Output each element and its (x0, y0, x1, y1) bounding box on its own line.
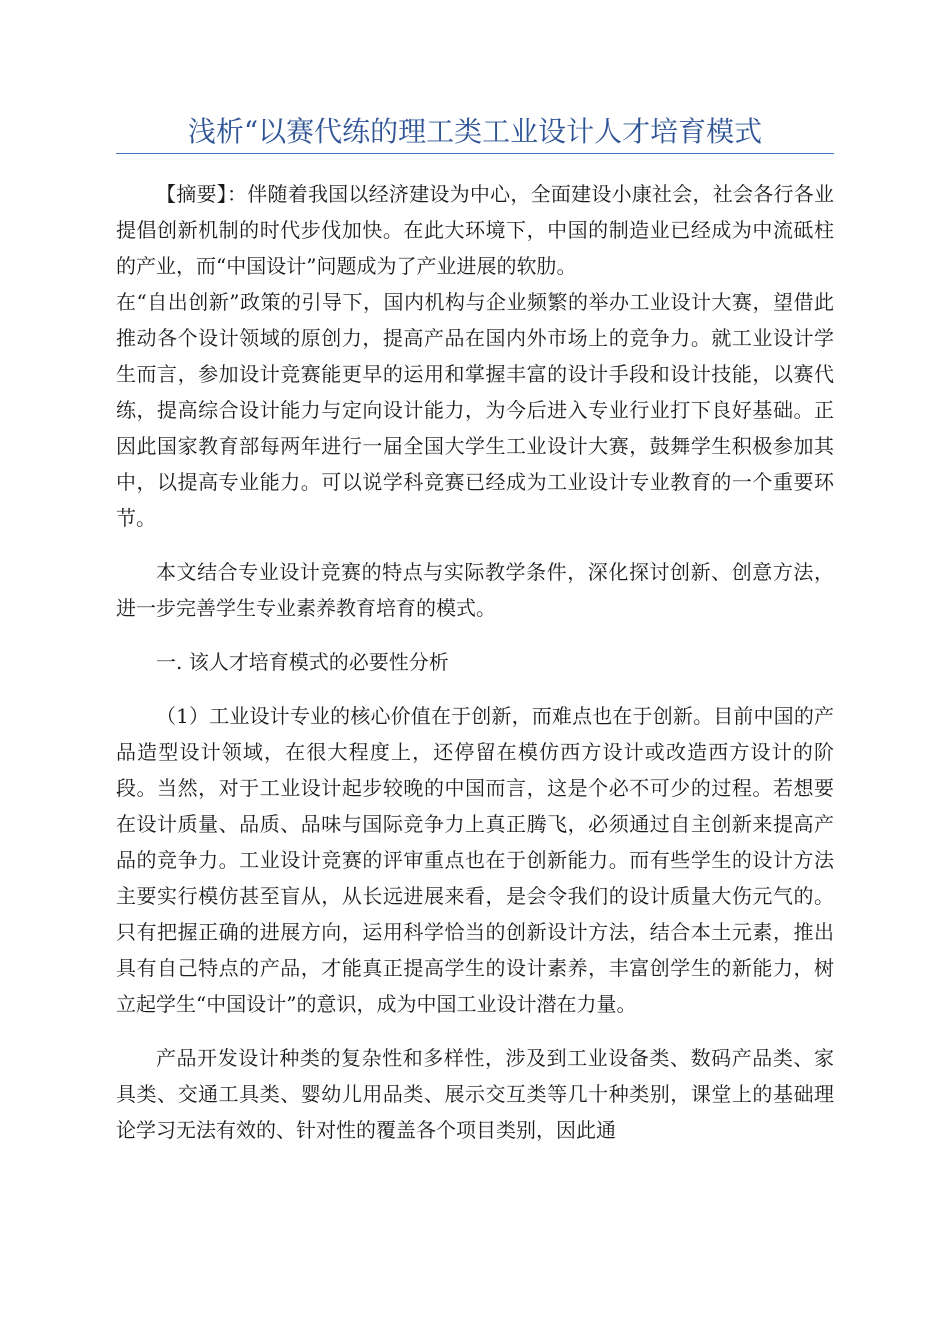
abstract-continuation-paragraph: 在“自出创新”政策的引导下，国内机构与企业频繁的举办工业设计大赛，望借此推动各个设计领域的原创力，提高产品在国内外市场上的竞争力。就工业设计学生而言，参加设计竞赛能更早的运用和掌握丰富的设计手段和设计技能，以赛代练，提高综合设计能力与定向设计能力，为今后进入专业行业打下良好基础。正因此国家教育部每两年进行一届全国大学生工业设计大赛，鼓舞学生积极参加其中，以提高专业能力。可以说学科竞赛已经成为工业设计专业教育的一个重要环节。 (116, 290, 834, 530)
document-body (116, 176, 834, 1148)
abstract-paragraph: 【摘要】：伴随着我国以经济建设为中心，全面建设小康社会，社会各行各业提倡创新机制的时代步伐加快。在此大环境下，中国的制造业已经成为中流砥柱的产业，而“中国设计”问题成为了产业进展的软肋。 (116, 182, 834, 278)
body-paragraph-intro: 本文结合专业设计竞赛的特点与实际教学条件，深化探讨创新、创意方法，进一步完善学生专业素养教育培育的模式。 (116, 560, 834, 620)
title-underline (116, 153, 834, 154)
body-paragraph-product-types: 产品开发设计种类的复杂性和多样性，涉及到工业设备类、数码产品类、家具类、交通工具类、婴幼儿用品类、展示交互类等几十种类别，课堂上的基础理论学习无法有效的、针对性的覆盖各个项目类别，因此通 (116, 1046, 834, 1142)
section-heading-1: 一. 该人才培育模式的必要性分析 (156, 650, 449, 674)
body-paragraph-point-1: （1）工业设计专业的核心价值在于创新，而难点也在于创新。目前中国的产品造型设计领域，在很大程度上，还停留在模仿西方设计或改造西方设计的阶段。当然，对于工业设计起步较晚的中国而言，这是个必不可少的过程。若想要在设计质量、品质、品味与国际竞争力上真正腾飞，必须通过自主创新来提高产品的竞争力。工业设计竞赛的评审重点也在于创新能力。而有些学生的设计方法主要实行模仿甚至盲从，从长远进展来看，是会令我们的设计质量大伤元气的。只有把握正确的进展方向，运用科学恰当的创新设计方法，结合本土元素，推出具有自己特点的产品，才能真正提高学生的设计素养，丰富创学生的新能力，树立起学生“中国设计”的意识，成为中国工业设计潜在力量。 (116, 704, 834, 1016)
document-title: 浅析“以赛代练的理工类工业设计人才培育模式 (187, 115, 763, 148)
